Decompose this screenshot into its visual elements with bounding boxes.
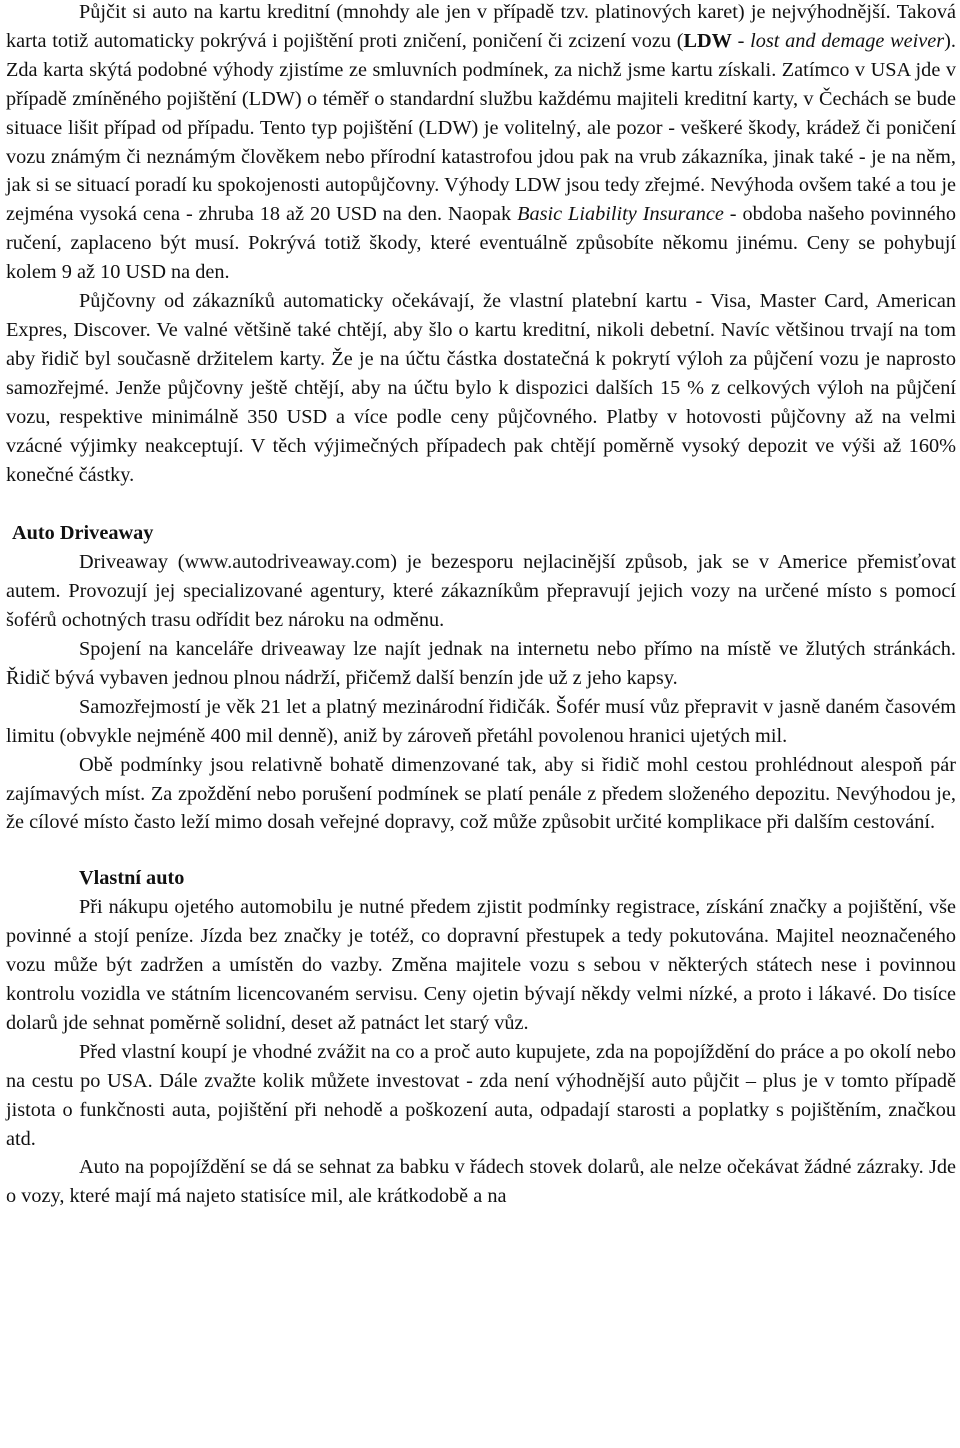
paragraph-driveaway-contacts: Spojení na kanceláře driveaway lze najít jednak na internetu nebo přímo na místě ve žlutých stránkách. Řidič bývá vybaven jednou plnou nádrží, přičemž další benzín jde už z jeho kapsy.	[6, 638, 956, 689]
text-run: -	[731, 29, 751, 52]
paragraph-driveaway-intro	[6, 548, 956, 635]
text-run: ) je bezesporu nejlacinější způsob, jak se v Americe přemisťovat autem. Provozují jej specializované agentury, které zákazníkům přepravují jejich vozy na určené místo s pomocí šoférů ochotných trasu odřídit bez nároku na odměnu.	[6, 551, 956, 632]
section-gap	[6, 837, 956, 864]
paragraph-before-purchase: Před vlastní koupí je vhodné zvážit na co a proč auto kupujete, zda na popojíždění do práce a po okolí nebo na cestu po USA. Dále zvažte kolik můžete investovat - zda není výhodnější auto půjčit – plus je v tomto případě jistota o funkčnosti auta, pojištění při nehodě a poškození auta, odpadají starosti a poplatky s pojištěním, značkou atd.	[6, 1040, 956, 1150]
paragraph-payment-cards: Půjčovny od zákazníků automaticky očekávají, že vlastní platební kartu - Visa, Master Card, American Expres, Discover. Ve valné většině také chtějí, aby šlo o kartu kreditní, nikoli debetní. Navíc většinou trvají na tom aby řidič byl současně držitelem karty. Že je na účtu částka dostatečná k pokrytí výloh za půjčení vozu je naprosto samozřejmé. Jenže půjčovny ještě chtějí, aby na účtu bylo k dispozici dalších 15 % z celkových výloh na půjčení vozu, respektive minimálně 350 USD a více podle ceny půjčovného. Platby v hotovosti půjčovny až na velmi vzácné výjimky neakceptují. V těch výjimečných případech pak chtějí poměrně vysoký depozit ve výši až 160% konečné částky.	[6, 290, 956, 486]
heading-auto-driveaway: Auto Driveaway	[12, 522, 154, 545]
ldw-english-term: lost and demage weiver	[750, 29, 945, 52]
section-gap	[6, 489, 956, 519]
text-run: Driveaway (	[79, 551, 185, 574]
paragraph-card-insurance	[6, 0, 956, 287]
autodriveaway-link[interactable]: www.autodriveaway.com	[184, 551, 391, 574]
heading-vlastni-auto: Vlastní auto	[79, 867, 185, 890]
paragraph-driveaway-conditions: Obě podmínky jsou relativně bohatě dimenzované tak, aby si řidič mohl cestou prohlédnout alespoň pár zajímavých míst. Za zpoždění nebo porušení podmínek se platí penále z předem složeného depozitu. Nevýhodou je, že cílové místo často leží mimo dosah veřejné dopravy, což může způsobit určité komplikace při dalším cestování.	[6, 753, 956, 834]
ldw-abbreviation: LDW	[683, 29, 732, 52]
paragraph-used-car-purchase: Při nákupu ojetého automobilu je nutné předem zjistit podmínky registrace, získání značky a pojištění, vše povinné a stojí peníze. Jízda bez značky je totéž, co dopravní přestupek a tedy pokutována. Majitel neoznačeného vozu může být zadržen a umístěn do vazby. Změna majitele vozu s sebou v některých státech nese i povinnou kontrolu vozidla ve státním licencovaném servisu. Ceny ojetin bývají někdy velmi nízké, a proto i lákavé. Do tisíce dolarů jde sehnat poměrně solidní, deset až patnáct let starý vůz.	[6, 896, 956, 1034]
text-run: Půjčit si auto na kartu kreditní (mnohdy ale jen v případě tzv. platinových karet) je nejvýhodnější. Taková karta totiž automaticky pokrývá i pojištění proti zničení, poničení či zcizení vozu (	[6, 1, 956, 52]
text-run: - obdoba našeho povinného ručení, zaplaceno být musí. Pokrývá totiž škody, které eventuálně způsobíte někomu jinému. Ceny se pohybují kolem 9 až 10 USD na den.	[6, 203, 956, 284]
bli-english-term: Basic Liability Insurance	[517, 203, 724, 226]
document-page	[6, 0, 956, 1211]
paragraph-cheap-cars: Auto na popojíždění se dá se sehnat za babku v řádech stovek dolarů, ale nelze očekávat žádné zázraky. Jde o vozy, které mají má najeto statisíce mil, ale krátkodobě a na	[6, 1156, 956, 1208]
text-run: ). Zda karta skýtá podobné výhody zjistíme ze smluvních podmínek, za nichž jsme kartu získali. Zatímco v USA jde v případě zmíněného pojištění (LDW) o téměř o standardní službu každému majiteli kreditní karty, v Čechách se bude situace lišit případ od případu. Tento typ pojištění (LDW) je volitelný, ale pozor - veškeré škody, krádež či poničení vozu známým či neznámým člověkem nebo přírodní katastrofou jdou pak na vrub zákazníka, jinak také - je na něm, jak si se situací poradí ku spokojenosti autopůjčovny. Výhody LDW jsou tedy zřejmé. Nevýhoda ovšem také a tou je zejména vysoká cena - zhruba 18 až 20 USD na den. Naopak	[6, 29, 956, 226]
paragraph-driveaway-requirements: Samozřejmostí je věk 21 let a platný mezinárodní řidičák. Šofér musí vůz přepravit v jasně daném časovém limitu (obvykle nejméně 400 mil denně), aniž by zároveň přetáhl povolenou hranici ujetých mil.	[6, 695, 956, 747]
